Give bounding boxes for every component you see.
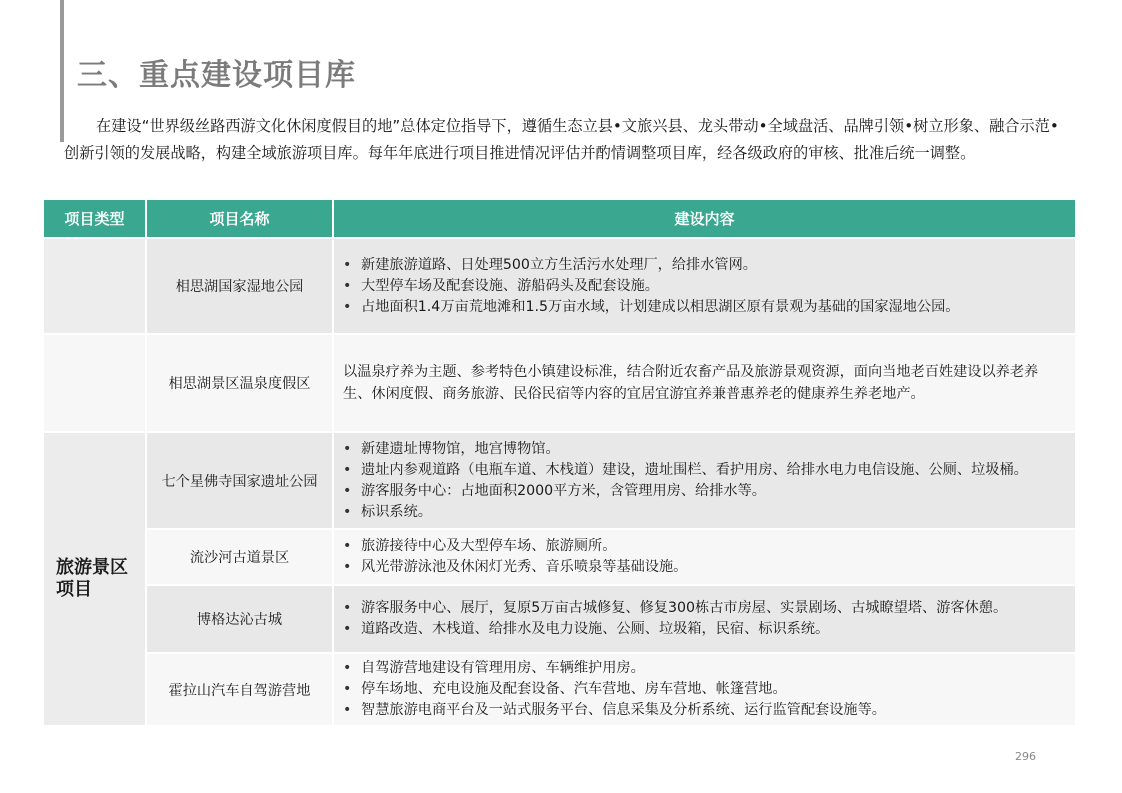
- list-item: • 自驾游营地建设有管理用房、车辆维护用房。: [343, 658, 1065, 679]
- project-table-container: [44, 200, 1075, 728]
- content-list: [343, 598, 1065, 640]
- project-type-cell: 旅游景区项目: [44, 432, 146, 725]
- header-construction-content: 建设内容: [333, 200, 1075, 238]
- page-number: 296: [1015, 750, 1036, 763]
- list-item: • 游客服务中心：占地面积2000平方米，含管理用房、给排水等。: [343, 481, 1065, 502]
- project-name-cell: 博格达沁古城: [146, 585, 333, 653]
- construction-content-cell: [333, 585, 1075, 653]
- project-name-cell: 霍拉山汽车自驾游营地: [146, 653, 333, 725]
- project-name-cell: 七个星佛寺国家遗址公园: [146, 432, 333, 529]
- content-list: [343, 658, 1065, 721]
- table-row: [44, 238, 1075, 334]
- construction-content-cell: [333, 529, 1075, 585]
- table-header-row: [44, 200, 1075, 238]
- type-cell-empty: [44, 238, 146, 334]
- content-paragraph: 以温泉疗养为主题、参考特色小镇建设标准，结合附近农畜产品及旅游景观资源，面向当地老百姓建设以养老养生、休闲度假、商务旅游、民俗民宿等内容的宜居宜游宜养兼普惠养老的健康养生养老地产。: [343, 364, 1039, 402]
- construction-content-cell: [333, 238, 1075, 334]
- list-item: • 占地面积1.4万亩荒地滩和1.5万亩水域，计划建成以相思湖区原有景观为基础的国家湿地公园。: [343, 297, 1065, 318]
- list-item: • 大型停车场及配套设施、游船码头及配套设施。: [343, 276, 1065, 297]
- content-list: [343, 439, 1065, 523]
- construction-content-cell: [333, 334, 1075, 432]
- project-table: [44, 200, 1075, 725]
- table-row: [44, 529, 1075, 585]
- list-item: • 标识系统。: [343, 502, 1065, 523]
- intro-paragraph: 在建设“世界级丝路西游文化休闲度假目的地”总体定位指导下，遵循生态立县•文旅兴县、龙头带动•全域盘活、品牌引领•树立形象、融合示范•创新引领的发展战略，构建全域旅游项目库。每年年底进行项目推进情况评估并酌情调整项目库，经各级政府的审核、批准后统一调整。: [64, 117, 1059, 162]
- list-item: • 游客服务中心、展厅，复原5万亩古城修复、修复300栋古市房屋、实景剧场、古城瞭望塔、游客休憩。: [343, 598, 1065, 619]
- list-item: • 新建遗址博物馆，地宫博物馆。: [343, 439, 1065, 460]
- list-item: • 遗址内参观道路（电瓶车道、木栈道）建设，遗址围栏、看护用房、给排水电力电信设施、公厕、垃圾桶。: [343, 460, 1065, 481]
- list-item: • 新建旅游道路、日处理500立方生活污水处理厂，给排水管网。: [343, 255, 1065, 276]
- project-name-cell: 流沙河古道景区: [146, 529, 333, 585]
- header-project-type: 项目类型: [44, 200, 146, 238]
- content-list: [343, 536, 1065, 578]
- construction-content-cell: [333, 653, 1075, 725]
- content-list: [343, 255, 1065, 318]
- table-row: [44, 585, 1075, 653]
- list-item: • 智慧旅游电商平台及一站式服务平台、信息采集及分析系统、运行监管配套设施等。: [343, 700, 1065, 721]
- type-cell-empty: [44, 334, 146, 432]
- list-item: • 风光带游泳池及休闲灯光秀、音乐喷泉等基础设施。: [343, 557, 1065, 578]
- header-project-name: 项目名称: [146, 200, 333, 238]
- list-item: • 停车场地、充电设施及配套设备、汽车营地、房车营地、帐篷营地。: [343, 679, 1065, 700]
- project-name-cell: 相思湖景区温泉度假区: [146, 334, 333, 432]
- table-row: [44, 334, 1075, 432]
- table-row: [44, 432, 1075, 529]
- list-item: • 旅游接待中心及大型停车场、旅游厕所。: [343, 536, 1065, 557]
- list-item: • 道路改造、木栈道、给排水及电力设施、公厕、垃圾箱，民宿、标识系统。: [343, 619, 1065, 640]
- table-row: [44, 653, 1075, 725]
- page-title: 三、重点建设项目库: [77, 58, 356, 93]
- project-name-cell: 相思湖国家湿地公园: [146, 238, 333, 334]
- construction-content-cell: [333, 432, 1075, 529]
